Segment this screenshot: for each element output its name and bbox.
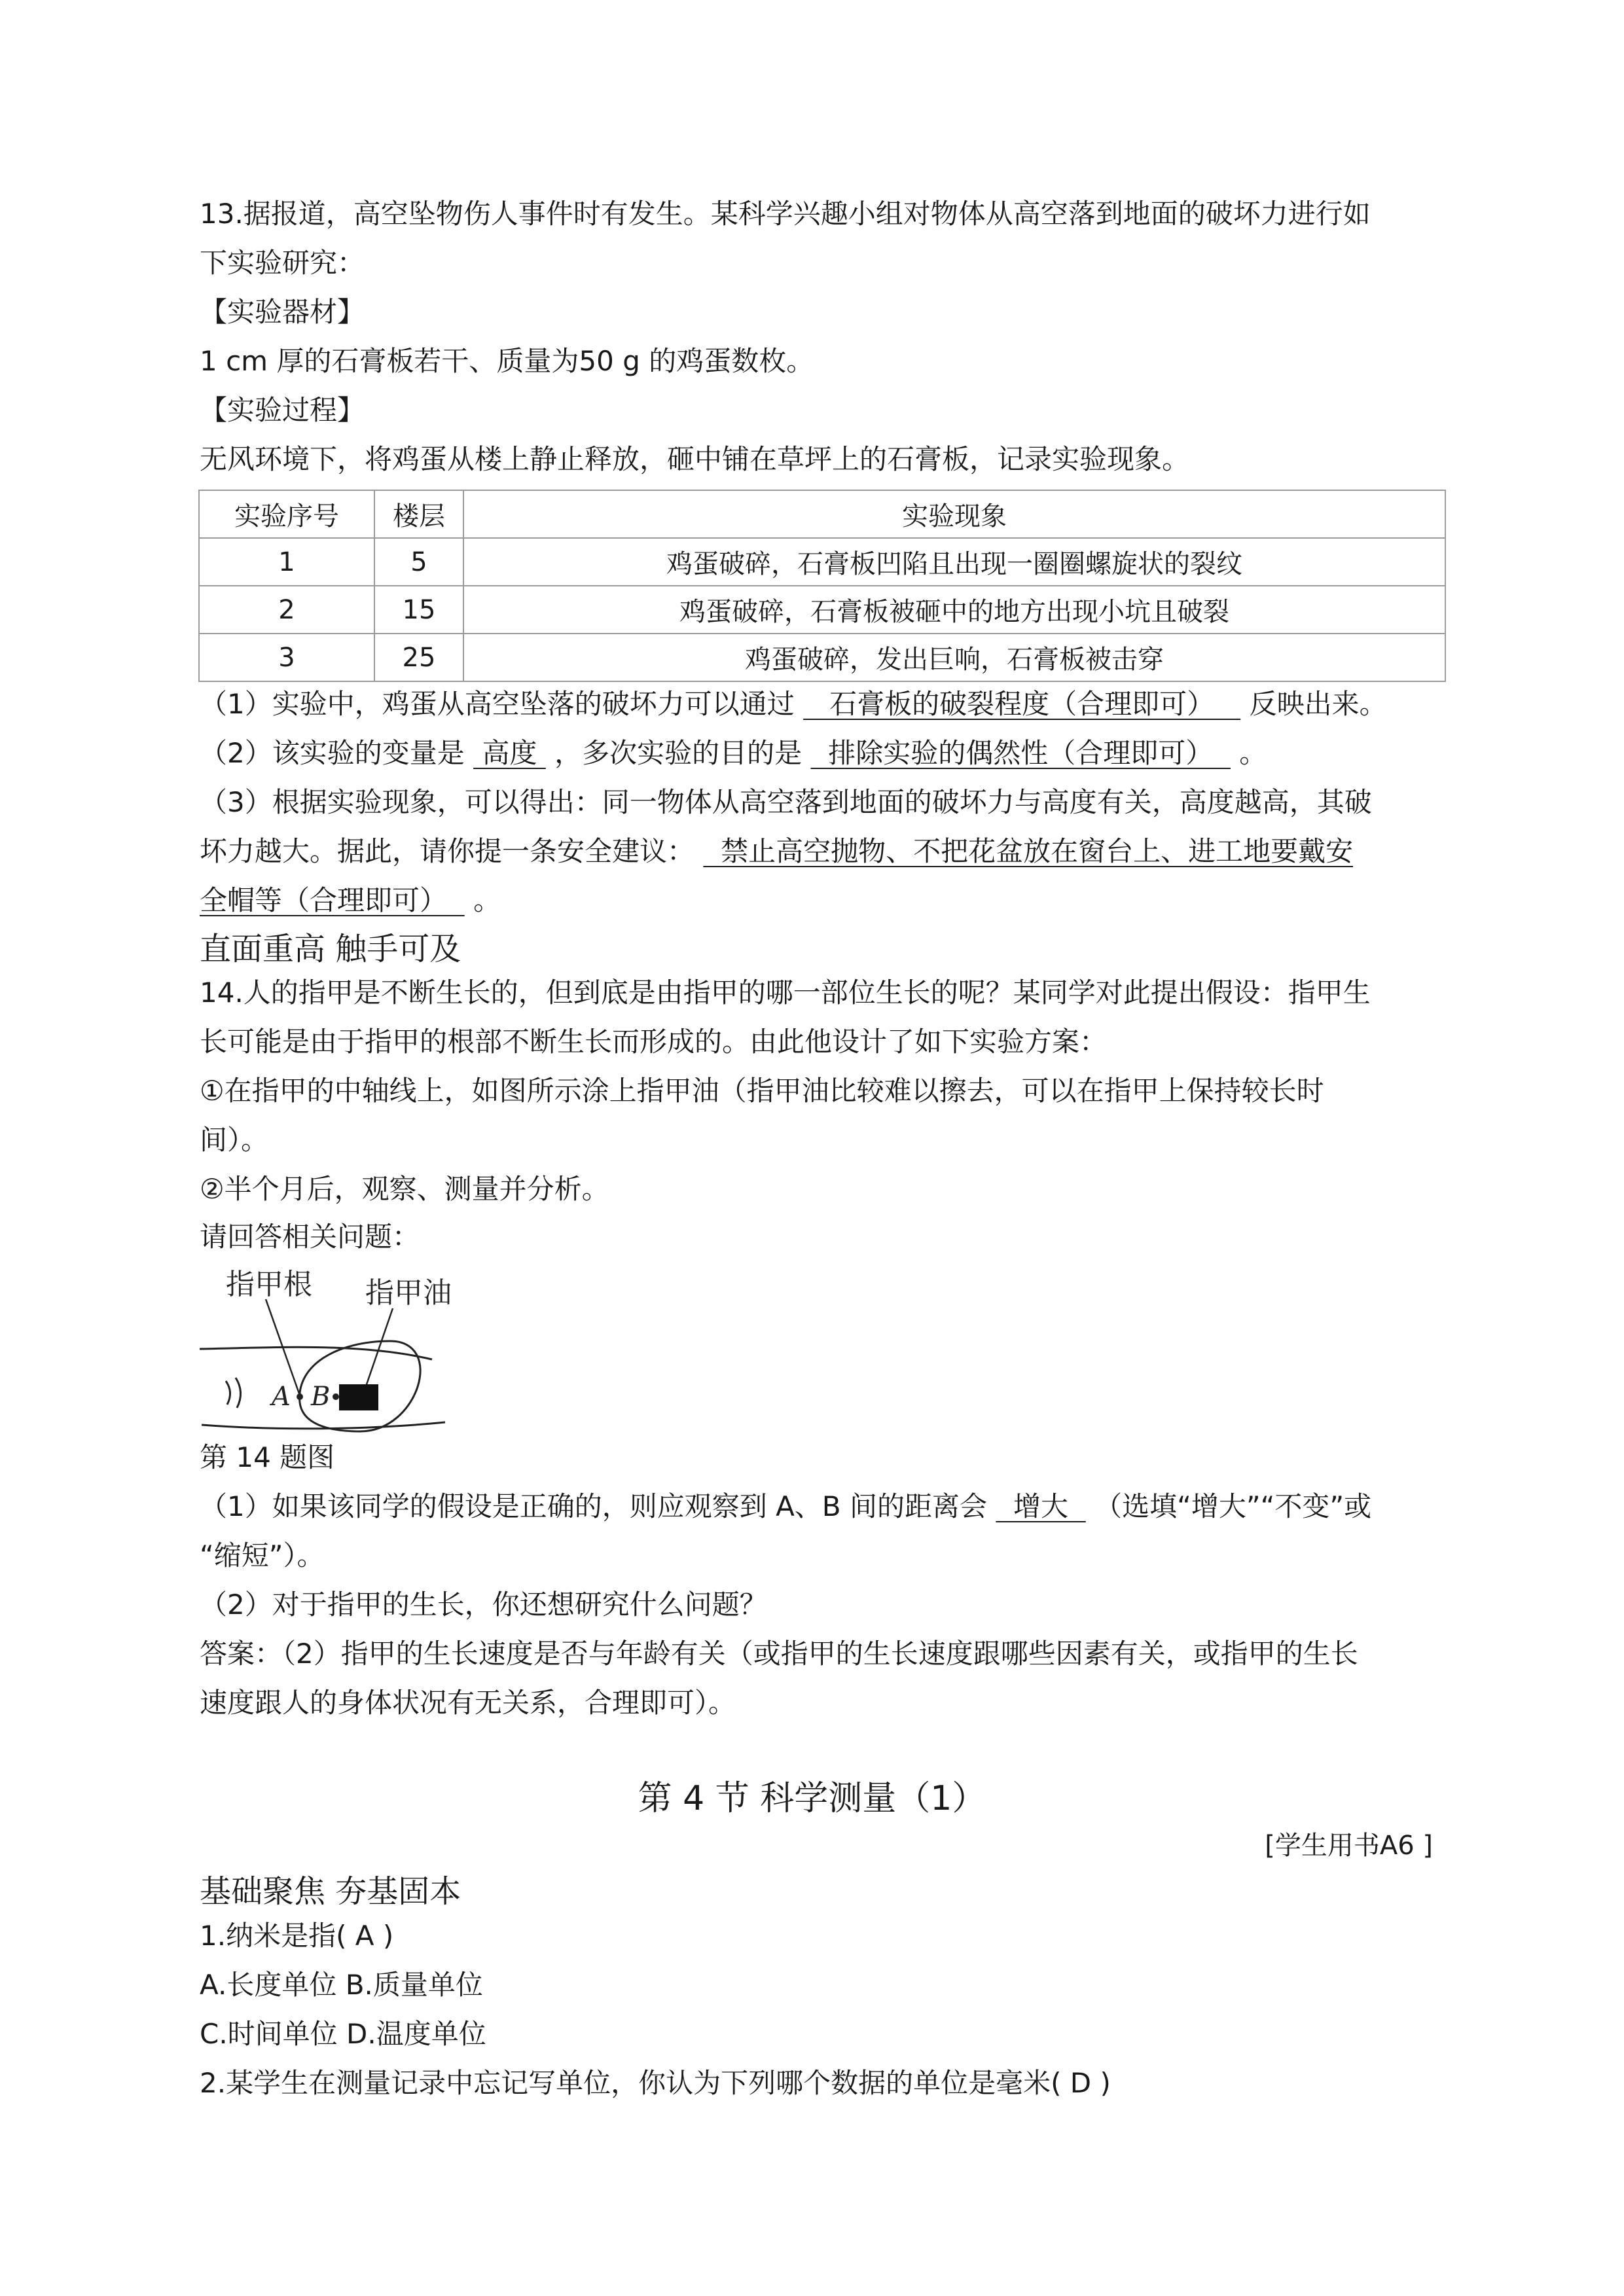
table-cell: 3 [199,634,374,681]
table-cell: 25 [374,634,463,681]
table-cell: 5 [374,538,463,586]
table-cell: 15 [374,586,463,634]
finger-upper-outline [200,1347,432,1359]
table-header-cell: 楼层 [374,490,463,538]
table-header-cell: 实验序号 [199,490,374,538]
q14-prompt: 请回答相关问题： [200,1221,420,1253]
q13-sub3-line2 [200,832,1443,871]
q14-step2: ②半个月后，观察、测量并分析。 [200,1173,609,1205]
fingernail-figure [196,1260,452,1437]
q13-sub1-suffix: 反映出来。 [1249,688,1387,720]
q13-sub1-answer: 石膏板的破裂程度（合理即可） [803,688,1241,720]
q13-process-heading: 【实验过程】 [200,394,365,426]
table-header-row [199,490,1445,538]
table-cell: 鸡蛋破碎，发出巨响，石膏板被击穿 [463,634,1445,681]
point-a-label: A [272,1382,291,1412]
q14-answer-line2: 速度跟人的身体状况有无关系，合理即可）。 [200,1687,736,1719]
fig-leader-line-polish [365,1308,393,1388]
q13-sub2-answer-variable: 高度 [473,737,546,769]
q14-answer-line1: 答案：（2）指甲的生长速度是否与年龄有关（或指甲的生长速度跟哪些因素有关，或指甲的生长 [200,1638,1358,1670]
q13-sub2-prompt: （2）该实验的变量是 [200,737,465,769]
table-row [199,538,1445,586]
q13-sub3-suffix: 。 [473,884,501,916]
point-b-label: B [311,1382,331,1412]
mc-question-2: 2.某学生在测量记录中忘记写单位，你认为下列哪个数据的单位是毫米( D ) [200,2067,1111,2099]
q14-sub1-answer: 增大 [996,1490,1086,1522]
q14-sub1 [200,1487,1443,1526]
table-header-cell: 实验现象 [463,490,1445,538]
point-a-marker [297,1393,303,1400]
q13-sub3-prompt: 坏力越大。据此，请你提一条安全建议： [200,835,695,867]
fingerprint-arc [226,1381,230,1405]
q14-sub2: （2）对于指甲的生长，你还想研究什么问题？ [200,1588,767,1621]
q13-materials-text: 1 cm 厚的石膏板若干、质量为50 g 的鸡蛋数枚。 [200,345,814,377]
q13-sub1-prompt: （1）实验中，鸡蛋从高空坠落的破坏力可以通过 [200,688,795,720]
q13-sub2-answer-purpose: 排除实验的偶然性（合理即可） [810,737,1231,769]
q14-step1-line2: 间）。 [200,1124,269,1156]
table-cell: 鸡蛋破碎，石膏板凹陷且出现一圈圈螺旋状的裂纹 [463,538,1445,586]
table-row [199,586,1445,634]
q14-sub1-line2: “缩短”）。 [200,1539,325,1571]
q13-sub1 [200,685,1443,724]
q13-sub2-suffix: 。 [1239,737,1267,769]
q13-process-text: 无风环境下，将鸡蛋从楼上静止释放，砸中铺在草坪上的石膏板，记录实验现象。 [200,443,1190,475]
nail-polish-mark [339,1384,378,1410]
point-b-marker [333,1393,339,1400]
fingerprint-arc [236,1378,241,1408]
q13-sub3-line1: （3）根据实验现象，可以得出：同一物体从高空落到地面的破坏力与高度有关，高度越高，其破 [200,786,1372,818]
q14-sub1-prompt: （1）如果该同学的假设是正确的，则应观察到 A、B 间的距离会 [200,1490,987,1522]
table-cell: 鸡蛋破碎，石膏板被砸中的地方出现小坑且破裂 [463,586,1445,634]
section-heading-2: 基础聚焦 夯基固本 [200,1873,461,1910]
section-title: 第 4 节 科学测量（1） [638,1779,986,1818]
q13-intro-line2: 下实验研究： [200,247,365,279]
q14-figure-caption: 第 14 题图 [200,1441,335,1473]
q13-sub3-answer-part1: 禁止高空抛物、不把花盆放在窗台上、进工地要戴安 [703,835,1354,867]
q13-intro-line1: 13.据报道，高空坠物伤人事件时有发生。某科学兴趣小组对物体从高空落到地面的破坏力进行如 [200,198,1371,230]
experiment-table [198,490,1446,682]
section-heading-1: 直面重高 触手可及 [200,931,461,967]
finger-lower-outline [202,1422,445,1429]
book-reference: [学生用书A6 ] [1265,1831,1433,1861]
q14-sub1-options: （选填“增大”“不变”或 [1094,1490,1372,1522]
q14-intro-line1: 14.人的指甲是不断生长的，但到底是由指甲的哪一部位生长的呢？某同学对此提出假设：指甲生 [200,977,1371,1009]
fig-label-nail-polish: 指甲油 [365,1276,452,1310]
q14-intro-line2: 长可能是由于指甲的根部不断生长而形成的。由此他设计了如下实验方案： [200,1026,1108,1058]
q13-sub3-answer-part2: 全帽等（合理即可） [200,884,465,916]
q13-sub2 [200,734,1443,773]
q13-sub2-mid: ，多次实验的目的是 [554,737,803,769]
q14-step1-line1: ①在指甲的中轴线上，如图所示涂上指甲油（指甲油比较难以擦去，可以在指甲上保持较长时 [200,1075,1324,1107]
fig-label-nail-root: 指甲根 [226,1268,312,1301]
table-row [199,634,1445,681]
table-cell: 2 [199,586,374,634]
q13-materials-heading: 【实验器材】 [200,296,365,328]
table-cell: 1 [199,538,374,586]
q13-sub3-line3 [200,881,1443,920]
mc-question-1-options-cd: C.时间单位 D.温度单位 [200,2018,486,2050]
mc-question-1: 1.纳米是指( A ) [200,1920,394,1952]
mc-question-1-options-ab: A.长度单位 B.质量单位 [200,1969,483,2001]
